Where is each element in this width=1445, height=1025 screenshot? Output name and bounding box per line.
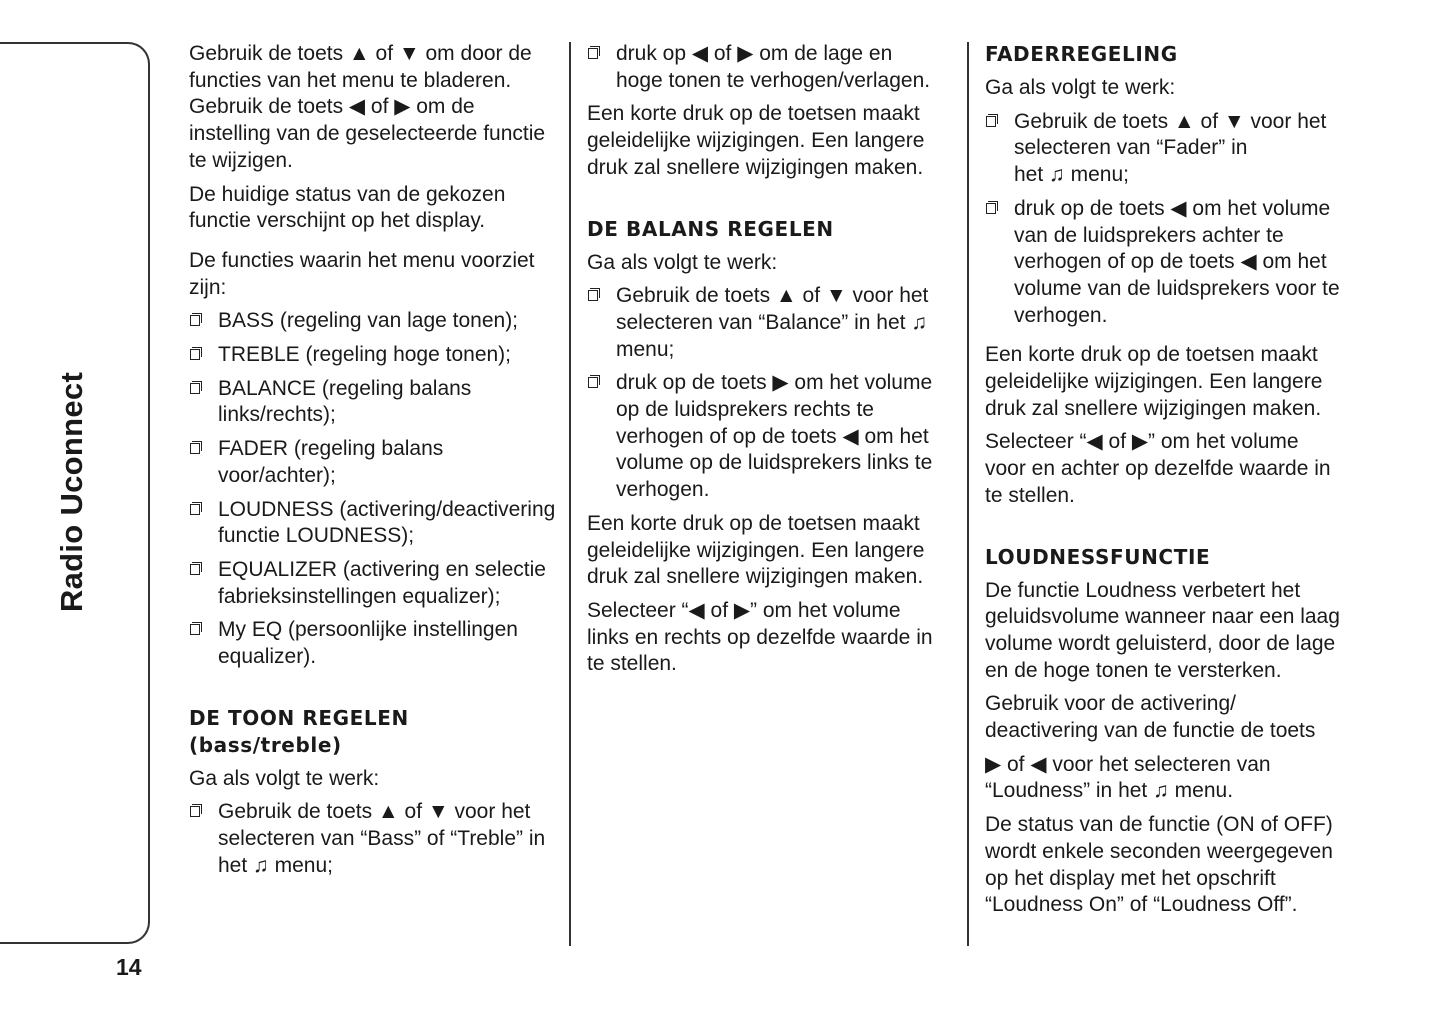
text-line: Gebruik de toets ▲ of ▼ voor het [616, 284, 929, 308]
text-line: geluidsvolume wanneer naar een laag [985, 605, 1340, 629]
checkbox-bullet-icon [190, 564, 200, 575]
paragraph [587, 101, 957, 181]
text-line: hoge tonen te verhogen/verlagen. [616, 68, 931, 92]
paragraph [985, 578, 1355, 685]
text-line: Ga als volgt te werk: [189, 766, 380, 790]
text-line: TREBLE (regeling hoge tonen); [218, 343, 512, 367]
text-line: volume wordt geluisterd, door de lage [985, 631, 1336, 655]
text-line: De functies waarin het menu voorziet [189, 248, 535, 272]
list-item [189, 376, 559, 429]
text-line: te stellen. [587, 652, 677, 676]
text-line: My EQ (persoonlijke instellingen [218, 618, 518, 642]
list-item [985, 196, 1355, 330]
text-line: functie LOUDNESS); [218, 524, 415, 548]
text-line: DE BALANS REGELEN [587, 216, 834, 241]
section-heading [985, 544, 1355, 571]
text-line: Gebruik de toets ▲ of ▼ voor het [1014, 109, 1327, 133]
checkbox-bullet-icon [190, 504, 200, 515]
text-line: Een korte druk op de toetsen maakt [985, 343, 1318, 367]
text-line: druk op de toets ▶ om het volume [616, 371, 933, 395]
text-line: verhogen. [1014, 303, 1108, 327]
list-item [587, 41, 957, 94]
section-heading [587, 216, 957, 243]
checkbox-bullet-icon [190, 349, 200, 360]
text-line: FADERREGELING [985, 42, 1178, 66]
section-heading [189, 705, 559, 759]
column-divider [569, 42, 571, 946]
text-line: verhogen of op de toets ◀ om het [1014, 250, 1327, 274]
text-line: geleidelijke wijzigingen. Een langere [587, 129, 925, 153]
checkbox-bullet-icon [588, 290, 598, 301]
text-line: verhogen. [616, 478, 710, 502]
text-line: geleidelijke wijzigingen. Een langere [985, 370, 1323, 394]
text-line: menu; [616, 337, 675, 361]
text-line: (bass/treble) [189, 732, 342, 757]
text-line: druk zal snellere wijzigingen maken. [587, 155, 924, 179]
text-line: Selecteer “◀ of ▶” om het volume [587, 598, 901, 622]
list-item [189, 308, 559, 335]
text-line: LOUDNESSFUNCTIE [985, 544, 1211, 569]
text-line: Een korte druk op de toetsen maakt [587, 102, 920, 126]
text-line: De status van de functie (ON of OFF) [985, 813, 1333, 837]
text-line: EQUALIZER (activering en selectie [218, 557, 546, 581]
text-line: Een korte druk op de toetsen maakt [587, 511, 920, 535]
text-line: volume op de luidsprekers links te [616, 451, 933, 475]
text-line: het ♫ menu; [1014, 163, 1129, 187]
text-line: voor/achter); [218, 463, 336, 487]
page-number: 14 [116, 954, 142, 980]
text-line: selecteren van “Fader” in [1014, 136, 1248, 160]
text-line: het ♫ menu; [218, 853, 333, 877]
text-line: en de hoge tonen te versterken. [985, 658, 1282, 682]
text-line: links en rechts op dezelfde waarde in [587, 625, 933, 649]
column-3 [985, 41, 1355, 919]
list-item [189, 497, 559, 550]
text-line: De functie Loudness verbetert het [985, 578, 1301, 602]
checkbox-bullet-icon [588, 48, 598, 59]
text-line: wordt enkele seconden weergegeven [985, 839, 1333, 863]
paragraph [985, 429, 1355, 509]
text-line: LOUDNESS (activering/deactivering [218, 497, 556, 521]
checkbox-bullet-icon [190, 443, 200, 454]
text-line: druk zal snellere wijzigingen maken. [587, 565, 924, 589]
text-line: Ga als volgt te werk: [985, 76, 1176, 99]
paragraph [985, 691, 1355, 744]
text-line: Gebruik de toets ▲ of ▼ voor het [218, 800, 531, 824]
list-item [189, 557, 559, 610]
column-2 [587, 41, 957, 678]
list-item [587, 283, 957, 363]
paragraph [189, 766, 559, 793]
column-divider [967, 42, 969, 946]
text-line: geleidelijke wijzigingen. Een langere [587, 538, 925, 562]
checkbox-bullet-icon [588, 377, 598, 388]
paragraph [985, 75, 1355, 102]
list-item [189, 436, 559, 489]
text-line: links/rechts); [218, 403, 336, 427]
list-item [189, 617, 559, 670]
text-line: “Loudness On” of “Loudness Off”. [985, 893, 1298, 917]
text-line: ▶ of ◀ voor het selecteren van [985, 752, 1271, 776]
text-line: functie verschijnt op het display. [189, 209, 486, 233]
text-line: BASS (regeling van lage tonen); [218, 309, 519, 333]
text-line: Gebruik de toets ◀ of ▶ om de [189, 95, 475, 119]
checkbox-bullet-icon [986, 116, 996, 127]
paragraph [985, 752, 1355, 805]
paragraph [587, 511, 957, 591]
text-line: equalizer). [218, 645, 317, 669]
list-item [587, 370, 957, 504]
text-line: functies van het menu te bladeren. [189, 68, 512, 92]
text-line: fabrieksinstellingen equalizer); [218, 584, 501, 608]
paragraph [985, 812, 1355, 919]
text-line: te wijzigen. [189, 148, 293, 172]
text-line: zijn: [189, 275, 227, 299]
paragraph [189, 182, 559, 235]
chapter-title: Radio Uconnect [54, 371, 89, 613]
list-item [189, 342, 559, 369]
text-line: Selecteer “◀ of ▶” om het volume [985, 430, 1299, 454]
text-line: voor en achter op dezelfde waarde in [985, 457, 1331, 481]
text-line: op het display met het opschrift [985, 866, 1276, 890]
paragraph [587, 250, 957, 277]
section-heading [985, 41, 1355, 68]
text-line: Ga als volgt te werk: [587, 250, 778, 274]
text-line: op de luidsprekers rechts te [616, 398, 874, 422]
paragraph [189, 41, 559, 175]
text-line: De huidige status van de gekozen [189, 182, 506, 206]
text-line: Gebruik voor de activering/ [985, 692, 1236, 716]
text-line: van de luidsprekers achter te [1014, 223, 1284, 247]
checkbox-bullet-icon [986, 203, 996, 214]
text-line: volume van de luidsprekers voor te [1014, 276, 1340, 300]
text-line: deactivering van de functie de toets [985, 719, 1316, 743]
paragraph [189, 248, 559, 301]
text-line: DE TOON REGELEN [189, 705, 409, 730]
text-line: FADER (regeling balans [218, 437, 444, 461]
column-1 [189, 41, 559, 880]
text-line: druk op de toets ◀ om het volume [1014, 196, 1331, 220]
text-line: instelling van de geselecteerde functie [189, 122, 546, 146]
text-line: verhogen of op de toets ◀ om het [616, 424, 929, 448]
list-item [189, 799, 559, 879]
checkbox-bullet-icon [190, 806, 200, 817]
text-line: te stellen. [985, 483, 1075, 507]
text-line: Gebruik de toets ▲ of ▼ om door de [189, 42, 532, 65]
text-line: druk op ◀ of ▶ om de lage en [616, 42, 893, 65]
paragraph [985, 342, 1355, 422]
text-line: druk zal snellere wijzigingen maken. [985, 396, 1322, 420]
text-line: selecteren van “Balance” in het ♫ [616, 310, 928, 334]
checkbox-bullet-icon [190, 624, 200, 635]
checkbox-bullet-icon [190, 315, 200, 326]
text-line: “Loudness” in het ♫ menu. [985, 779, 1234, 803]
text-line: BALANCE (regeling balans [218, 376, 472, 400]
checkbox-bullet-icon [190, 383, 200, 394]
text-line: selecteren van “Bass” of “Treble” in [218, 827, 546, 851]
list-item [985, 109, 1355, 189]
paragraph [587, 598, 957, 678]
